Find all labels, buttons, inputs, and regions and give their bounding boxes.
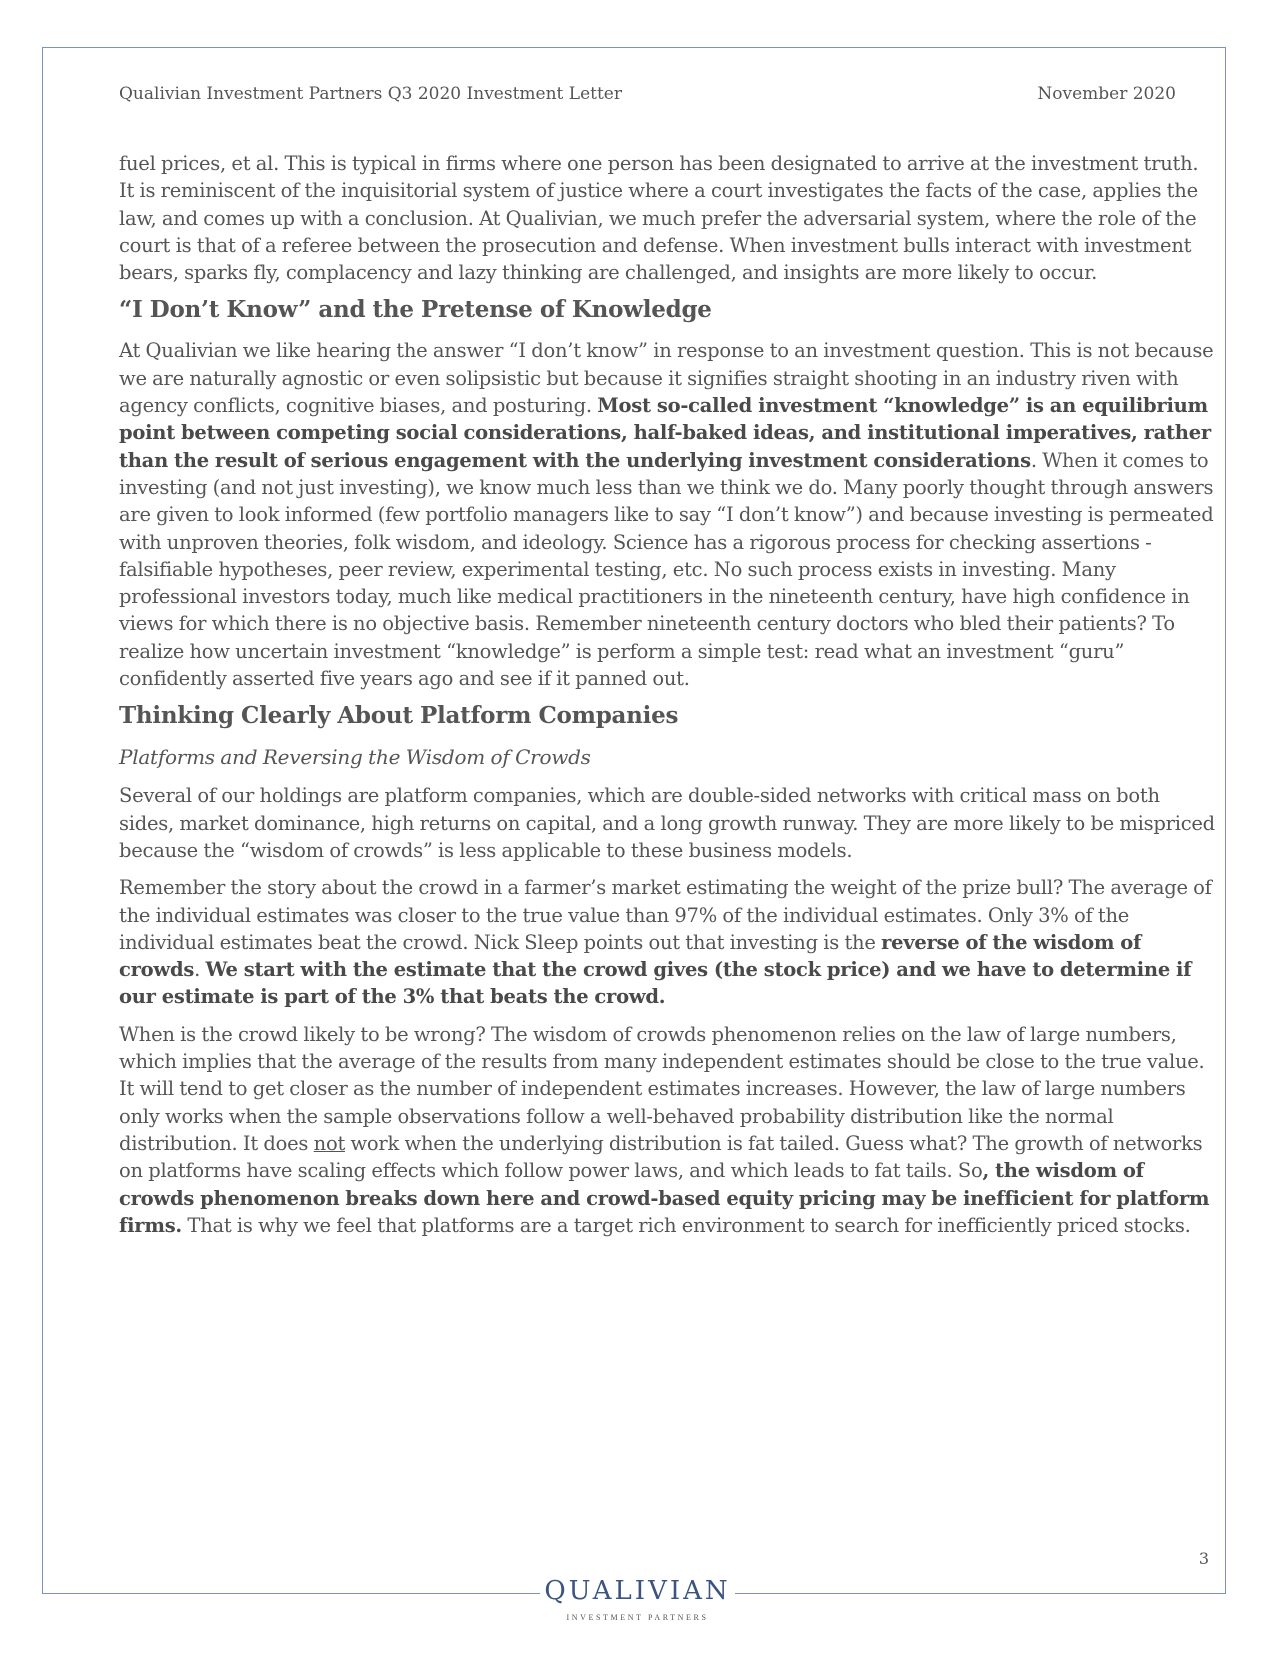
page-header	[119, 84, 1176, 104]
text-run: .	[194, 958, 206, 982]
page-border-bottom-right	[735, 1593, 1226, 1594]
paragraph-platform-holdings: Several of our holdings are platform companies, which are double-sided networks with critical mass on both sides, market dominance, high returns on capital, and a long growth runway. They are more likely to be mispriced because the “wisdom of crowds” is less applicable to these business models.	[119, 784, 1215, 862]
text-run: When is the crowd likely to be wrong? The wisdom of crowds phenomenon relies on the law of large numbers, which implies that the average of the results from many independent estimates should be close to the true value. It will tend to get closer as the number of independent estimates increases. However, the law of large numbers only works when the sample observations follow a well-behaved probability distribution like the normal distribution. It does	[119, 1022, 1205, 1155]
paragraph-law-of-large-numbers	[119, 1021, 1215, 1239]
paragraph-adversarial: fuel prices, et al. This is typical in firms where one person has been designated to arrive at the investment truth. It is reminiscent of the inquisitorial system of justice where a court investigates the facts of the case, applies the law, and comes up with a conclusion. At Qualivian, we much prefer the adversarial system, where the role of the court is that of a referee between the prosecution and defense. When investment bulls interact with investment bears, sparks fly, complacency and lazy thinking are challenged, and insights are more likely to occur.	[119, 152, 1199, 285]
header-title: Qualivian Investment Partners Q3 2020 Investment Letter	[119, 84, 622, 104]
page-border-bottom-left	[42, 1593, 540, 1594]
bold-text-run: , the wisdom of crowds phenomenon breaks down here and crowd-based equity pricing may be inefficient for platform firms.	[119, 1159, 1210, 1237]
bold-text-run: reverse of the wisdom of crowds	[119, 930, 1142, 982]
paragraph-i-dont-know	[119, 337, 1215, 692]
text-run: That is why we feel that platforms are a target rich environment to search for inefficiently priced stocks.	[181, 1213, 1191, 1237]
text-run: work when the underlying distribution is fat tailed. Guess what? The growth of networks on platforms have scaling effects which follow power laws, and which leads to fat tails. So	[119, 1131, 1203, 1183]
page-number: 3	[1198, 1549, 1209, 1568]
letter-body	[119, 150, 1215, 1249]
subheading-wisdom-of-crowds: Platforms and Reversing the Wisdom of Crowds	[119, 745, 591, 770]
text-run: Remember the story about the crowd in a farmer’s market estimating the weight of the prize bull? The average of the individual estimates was closer to the true value than 97% of the individual estimates. Only 3% of the individual estimates beat the crowd. Nick Sleep points out that investing is the	[119, 876, 1212, 954]
logo-wordmark: QUALIVIAN	[544, 1576, 731, 1606]
text-run: At Qualivian we like hearing the answer “I don’t know” in response to an investment question. This is not because we are naturally agnostic or even solipsistic but because it signifies straight shooting in an industry riven with agency conflicts, cognitive biases, and posturing.	[119, 339, 1214, 418]
header-date: November 2020	[1037, 84, 1176, 104]
heading-platform-companies: Thinking Clearly About Platform Companies	[119, 702, 679, 730]
paragraph-prize-bull	[119, 874, 1215, 1010]
qualivian-logo	[540, 1571, 735, 1622]
logo-tagline: INVESTMENT PARTNERS	[566, 1613, 709, 1622]
heading-pretense-of-knowledge: “I Don’t Know” and the Pretense of Knowledge	[119, 296, 712, 324]
bold-text-run: Most so-called investment “knowledge” is an equilibrium point between competing social considerations, half-baked ideas, and institutional imperatives, rather than the result of serious engagement with the underlying investment considerations	[119, 394, 1211, 472]
bold-text-run: We start with the estimate that the crowd gives (the stock price) and we have to determine if our estimate is part of the 3% that beats the crowd.	[119, 958, 1192, 1009]
underlined-text-run: not	[313, 1131, 346, 1155]
text-run: . When it comes to investing (and not just investing), we know much less than we think we do. Many poorly thought through answers are given to look informed (few portfolio managers like to say “I don’t know”) and because investing is permeated with unproven theories, folk wisdom, and ideology. Science has a rigorous process for checking assertions - falsifiable hypotheses, peer review, experimental testing, etc. No such process exists in investing. Many professional investors today, much like medical practitioners in the nineteenth century, have high confidence in views for which there is no objective basis. Remember nineteenth century doctors who bled their patients? To realize how uncertain investment “knowledge” is perform a simple test: read what an investment “guru” confidently asserted five years ago and see if it panned out.	[119, 448, 1214, 691]
